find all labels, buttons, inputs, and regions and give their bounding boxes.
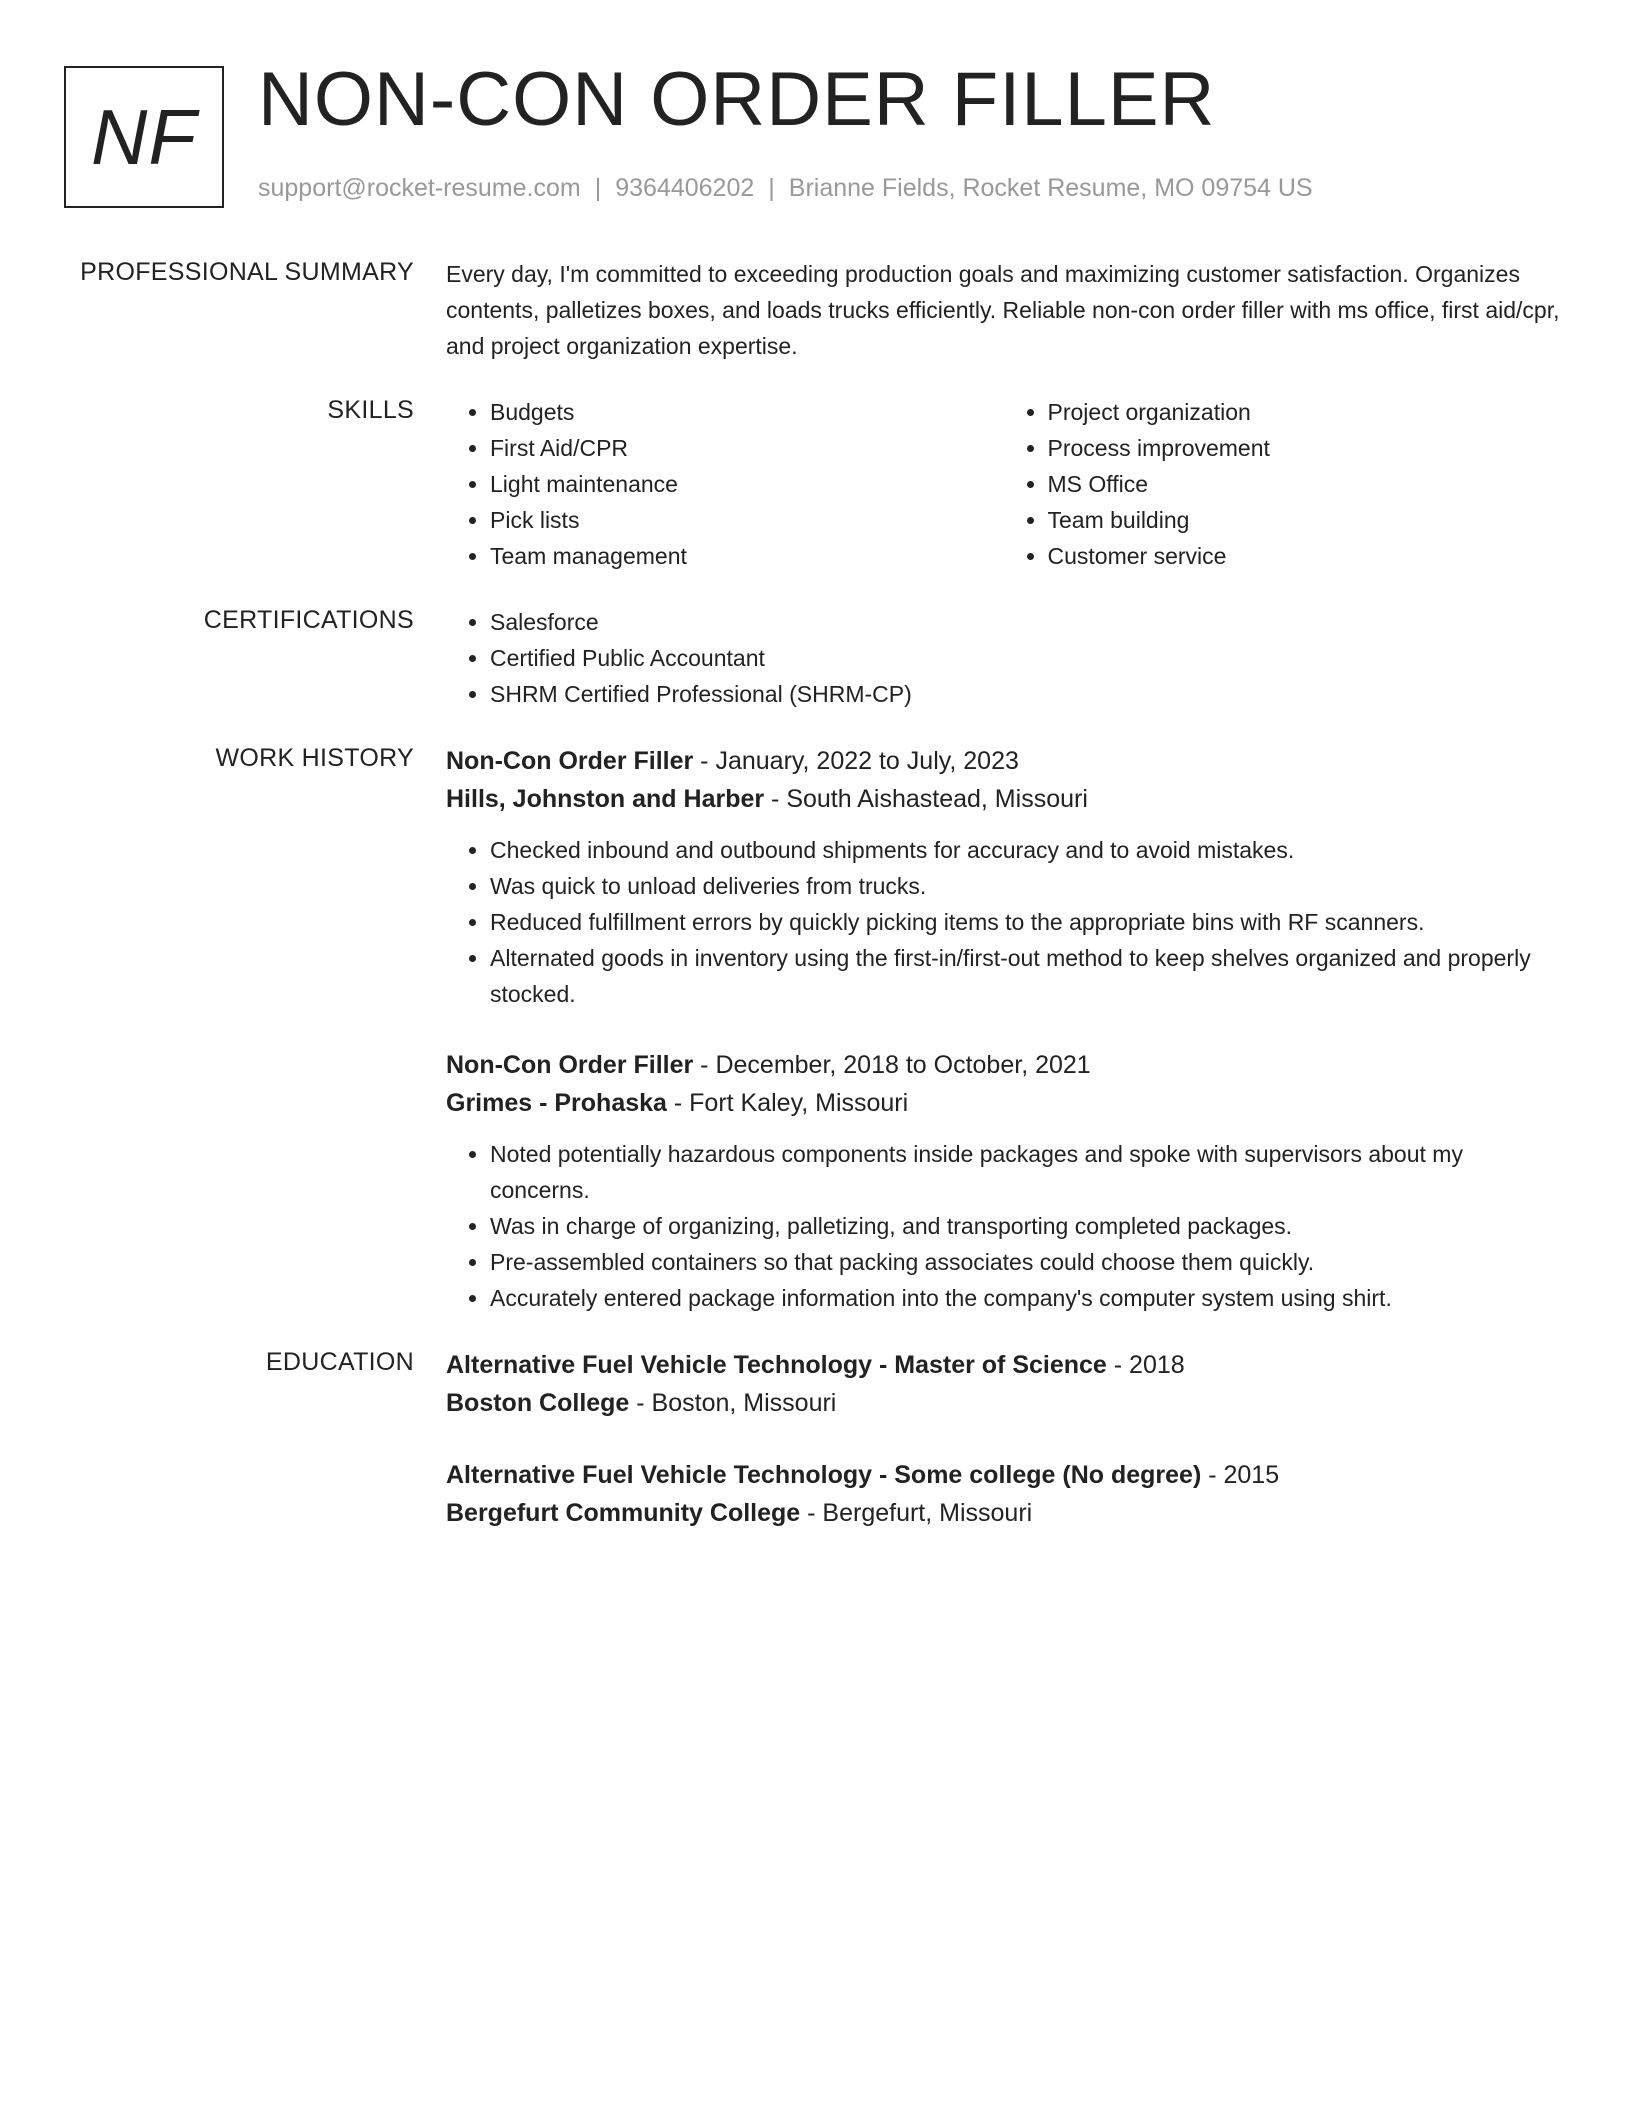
- job-company-line: [446, 1084, 1561, 1122]
- education-school-line: [446, 1494, 1561, 1532]
- work-history-body: [446, 742, 1561, 1316]
- contact-separator: |: [768, 174, 775, 202]
- job-title-line: [446, 742, 1561, 780]
- education-school: Boston College: [446, 1389, 630, 1417]
- skill-item: • Customer service: [1048, 538, 1562, 574]
- skill-item: • Team management: [490, 538, 1004, 574]
- summary-text: Every day, I'm committed to exceeding production goals and maximizing customer satisfaction. Organizes contents, palletizes boxes, and loads trucks efficiently. Reliable non-con order filler with ms office, first aid/cpr, and project organization expertise.: [446, 261, 1560, 359]
- skill-item: • Budgets: [490, 394, 1004, 430]
- contact-line: [258, 174, 1313, 203]
- job-title-line: [446, 1046, 1561, 1084]
- job-company: Grimes - Prohaska: [446, 1089, 667, 1117]
- skill-item: • Pick lists: [490, 502, 1004, 538]
- monogram-initials: NF: [91, 92, 197, 181]
- education-year: - 2018: [1106, 1351, 1185, 1379]
- contact-address: Brianne Fields, Rocket Resume, MO 09754 US: [788, 174, 1313, 202]
- education-body: [446, 1346, 1561, 1532]
- job-location: - Fort Kaley, Missouri: [666, 1089, 909, 1117]
- summary-label: PROFESSIONAL SUMMARY: [80, 258, 414, 286]
- education-degree-line: [446, 1346, 1561, 1384]
- job-entry: [446, 742, 1561, 1012]
- monogram-box: [64, 66, 224, 208]
- job-duty: • Was quick to unload deliveries from trucks.: [490, 868, 1561, 904]
- contact-phone[interactable]: 9364406202: [615, 174, 755, 202]
- summary-section: [0, 256, 1632, 364]
- job-duty: • Pre-assembled containers so that packing associates could choose them quickly.: [490, 1244, 1561, 1280]
- certification-item: • SHRM Certified Professional (SHRM-CP): [490, 676, 1561, 712]
- skill-item: • Team building: [1048, 502, 1562, 538]
- certifications-list: [446, 604, 1561, 712]
- certification-item: • Salesforce: [490, 604, 1561, 640]
- education-degree-line: [446, 1456, 1561, 1494]
- education-school-line: [446, 1384, 1561, 1422]
- job-location: - South Aishastead, Missouri: [764, 785, 1088, 813]
- job-title: Non-Con Order Filler: [446, 1051, 694, 1079]
- skill-item: • Process improvement: [1048, 430, 1562, 466]
- job-dates: - December, 2018 to October, 2021: [693, 1051, 1091, 1079]
- certifications-body: [446, 604, 1561, 712]
- skill-item: • Project organization: [1048, 394, 1562, 430]
- resume-sections: [0, 256, 1632, 1562]
- job-duties-list: [446, 1136, 1561, 1316]
- skills-section: [0, 394, 1632, 574]
- certification-item: • Certified Public Accountant: [490, 640, 1561, 676]
- skills-label: SKILLS: [327, 396, 414, 424]
- education-entry: [446, 1346, 1561, 1422]
- education-year: - 2015: [1201, 1461, 1280, 1489]
- job-company-line: [446, 780, 1561, 818]
- job-duty: • Noted potentially hazardous components inside packages and spoke with supervisors about my concerns.: [490, 1136, 1561, 1208]
- job-duty: • Reduced fulfillment errors by quickly picking items to the appropriate bins with RF scanners.: [490, 904, 1561, 940]
- job-dates: - January, 2022 to July, 2023: [693, 747, 1019, 775]
- certifications-label: CERTIFICATIONS: [203, 606, 414, 634]
- education-location: - Boston, Missouri: [629, 1389, 837, 1417]
- contact-email[interactable]: support@rocket-resume.com: [258, 174, 581, 202]
- work-history-label: WORK HISTORY: [215, 744, 414, 772]
- skills-body: [446, 394, 1561, 574]
- skill-item: • MS Office: [1048, 466, 1562, 502]
- education-entry: [446, 1456, 1561, 1532]
- certifications-section: [0, 604, 1632, 712]
- education-degree: Alternative Fuel Vehicle Technology - Master of Science: [446, 1351, 1107, 1379]
- summary-body: [446, 256, 1561, 364]
- education-section: [0, 1346, 1632, 1532]
- candidate-name: NON-CON ORDER FILLER: [258, 57, 1216, 142]
- job-title: Non-Con Order Filler: [446, 747, 694, 775]
- skill-item: • Light maintenance: [490, 466, 1004, 502]
- skills-column-1: [446, 394, 1004, 574]
- education-school: Bergefurt Community College: [446, 1499, 801, 1527]
- education-location: - Bergefurt, Missouri: [800, 1499, 1033, 1527]
- skill-item: • First Aid/CPR: [490, 430, 1004, 466]
- contact-separator: |: [594, 174, 602, 202]
- education-degree: Alternative Fuel Vehicle Technology - Some college (No degree): [446, 1461, 1202, 1489]
- job-duty: • Alternated goods in inventory using the first-in/first-out method to keep shelves organized and properly stocked.: [490, 940, 1561, 1012]
- job-duty: • Accurately entered package information into the company's computer system using shirt.: [490, 1280, 1561, 1316]
- job-duties-list: [446, 832, 1561, 1012]
- job-duty: • Checked inbound and outbound shipments for accuracy and to avoid mistakes.: [490, 832, 1561, 868]
- job-duty: • Was in charge of organizing, palletizing, and transporting completed packages.: [490, 1208, 1561, 1244]
- work-history-section: [0, 742, 1632, 1316]
- job-company: Hills, Johnston and Harber: [446, 785, 765, 813]
- job-entry: [446, 1046, 1561, 1316]
- education-label: EDUCATION: [265, 1348, 414, 1376]
- skills-column-2: [1004, 394, 1562, 574]
